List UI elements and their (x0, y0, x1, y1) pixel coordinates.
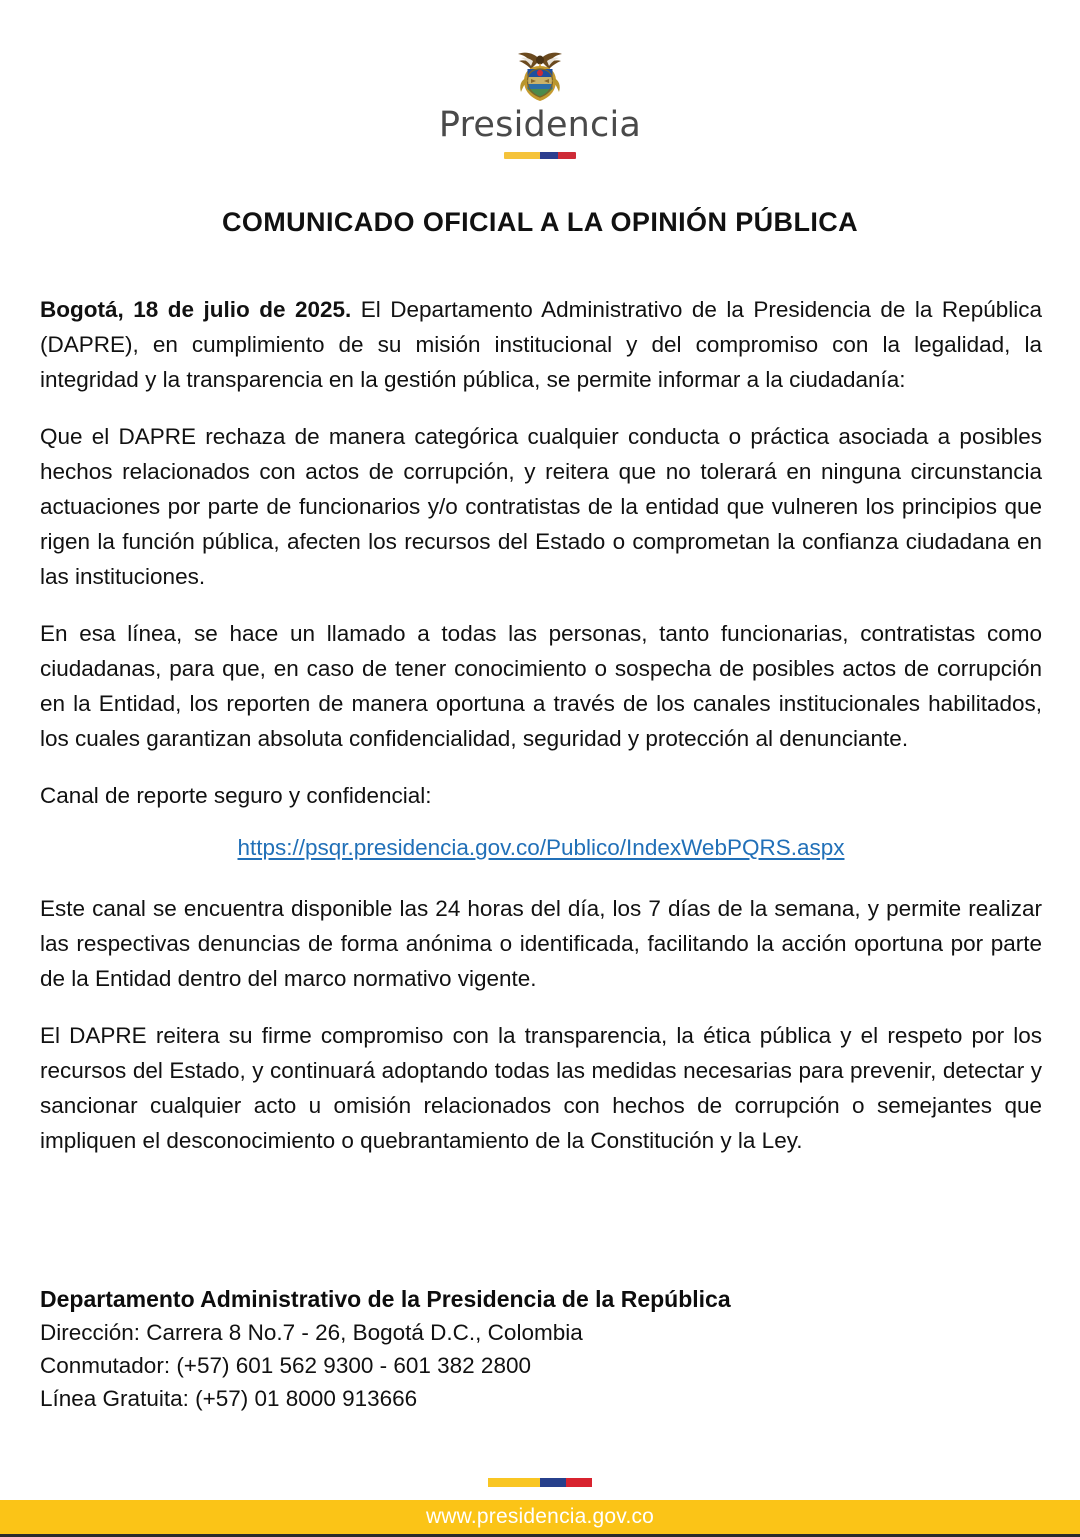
colombia-flag-bar-icon (504, 152, 576, 159)
presidencia-wordmark: Presidencia (438, 105, 642, 145)
contact-block (40, 1283, 731, 1415)
flag-stripe-yellow (504, 152, 540, 159)
paragraph-call-to-report: En esa línea, se hace un llamado a todas las personas, tanto funcionarias, contratistas como ciudadanas, para que, en caso de tener conocimiento o sospecha de posibles actos de corrupción en la Entidad, los reporten de manera oportuna a través de los canales institucionales habilitados, los cuales garantizan absoluta confidencialidad, seguridad y protección al denunciante. (40, 621, 1042, 751)
report-channel-link[interactable]: https://psqr.presidencia.gov.co/Publico/IndexWebPQRS.aspx (237, 835, 845, 860)
footer-site-url[interactable]: www.presidencia.gov.co (425, 1505, 655, 1528)
contact-entity-name: Departamento Administrativo de la Presidencia de la República (40, 1286, 731, 1312)
contact-address: Dirección: Carrera 8 No.7 - 26, Bogotá D.C., Colombia (40, 1320, 583, 1345)
colombia-coat-of-arms-icon (513, 48, 567, 104)
masthead (0, 0, 1080, 159)
paragraph-availability: Este canal se encuentra disponible las 24 horas del día, los 7 días de la semana, y permite realizar las respectivas denuncias de forma anónima o identificada, facilitando la acción oportuna por parte de la Entidad dentro del marco normativo vigente. (40, 896, 1042, 991)
footer-flag-stripe-red (566, 1478, 592, 1487)
paragraph-channel-label: Canal de reporte seguro y confidencial: (40, 783, 432, 808)
paragraph-intro (40, 292, 1042, 397)
document-body (40, 238, 1042, 1158)
footer-site-band (0, 1500, 1080, 1534)
footer-flag-stripe-blue (540, 1478, 566, 1487)
flag-stripe-red (558, 152, 576, 159)
paragraph-commitment: El DAPRE reitera su firme compromiso con la transparencia, la ética pública y el respeto por los recursos del Estado, y continuará adoptando todas las medidas necesarias para prevenir, detectar y sancionar cualquier acto u omisión relacionados con hechos de corrupción o semejantes que impliquen el desconocimiento o quebrantamiento de la Constitución y la Ley. (40, 1023, 1042, 1153)
page-title: COMUNICADO OFICIAL A LA OPINIÓN PÚBLICA (221, 207, 859, 237)
paragraph-rejection: Que el DAPRE rechaza de manera categórica cualquier conducta o práctica asociada a posibles hechos relacionados con actos de corrupción, y reitera que no tolerará en ninguna circunstancia actuaciones por parte de funcionarios y/o contratistas de la entidad que vulneren los principios que rigen la función pública, afecten los recursos del Estado o comprometan la confianza ciudadana en las instituciones. (40, 424, 1042, 589)
paragraph-intro-text: El Departamento Administrativo de la Presidencia de la República (DAPRE), en cumplimiento de su misión institucional y del compromiso con la legalidad, la integridad y la transparencia en la gestión pública, se permite informar a la ciudadanía: (40, 297, 1042, 392)
contact-switchboard: Conmutador: (+57) 601 562 9300 - 601 382 2800 (40, 1353, 531, 1378)
footer-flag-stripe-yellow (488, 1478, 540, 1487)
footer-colombia-flag-bar-icon (488, 1478, 592, 1487)
flag-stripe-blue (540, 152, 558, 159)
dateline: Bogotá, 18 de julio de 2025. (40, 297, 352, 322)
report-link-container (40, 831, 1042, 865)
contact-toll-free: Línea Gratuita: (+57) 01 8000 913666 (40, 1386, 418, 1411)
